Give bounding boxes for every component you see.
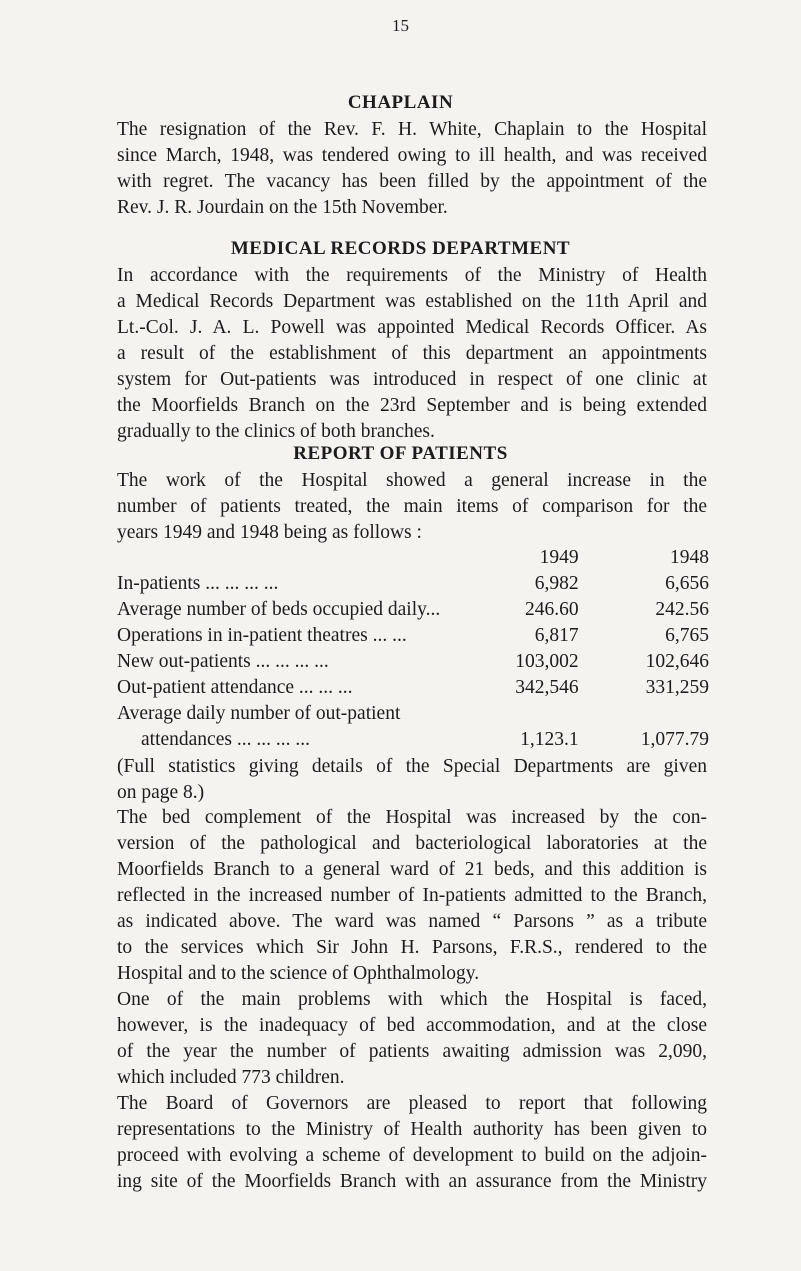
text-line: In accordance with the requirements of the Ministry of Health [117,265,707,286]
text-line: number of patients treated, the main items of comparison for the [117,496,707,517]
column-header-1949: 1949 [539,547,579,568]
row-label: Out-patient attendance ... ... ... [117,677,353,698]
text-line: Rev. J. R. Jourdain on the 15th November. [117,197,448,218]
row-label: New out-patients ... ... ... ... [117,651,329,672]
table-row [117,623,709,649]
text-line: however, is the inadequacy of bed accommodation, and at the close [117,1015,707,1036]
text-line: years 1949 and 1948 being as follows : [117,522,422,543]
text-line: The work of the Hospital showed a general increase in the [117,470,707,491]
value-1948: 242.56 [655,599,709,620]
text-line: gradually to the clinics of both branches. [117,421,435,442]
value-1949: 103,002 [515,651,579,672]
text-line: with regret. The vacancy has been filled by the appointment of the [117,171,707,192]
row-label: Average daily number of out-patient [117,703,401,724]
value-1949: 246.60 [525,599,579,620]
text-line: the Moorfields Branch on the 23rd September and is being extended [117,395,707,416]
text-line: The Board of Governors are pleased to report that following [117,1093,707,1114]
chaplain-paragraph [117,117,707,221]
table-row [117,649,709,675]
row-label: attendances ... ... ... ... [141,729,310,750]
table-row [117,571,709,597]
page-number: 15 [392,16,409,35]
text-line: which included 773 children. [117,1067,345,1088]
table-header-row [117,545,709,571]
value-1949: 6,817 [534,625,579,646]
text-line: Moorfields Branch to a general ward of 21 beds, and this addition is [117,859,707,880]
table-row [117,675,709,701]
text-line: The resignation of the Rev. F. H. White, Chaplain to the Hospital [117,119,707,140]
text-line: One of the main problems with which the Hospital is faced, [117,989,707,1010]
text-line: on page 8.) [117,782,205,803]
patient-statistics-table [117,545,709,753]
text-line: to the services which Sir John H. Parsons, F.R.S., rendered to the [117,937,707,958]
row-label: Average number of beds occupied daily... [117,599,441,620]
report-body-paragraph [117,805,707,1195]
text-line: reflected in the increased number of In-patients admitted to the Branch, [117,885,707,906]
value-1948: 1,077.79 [640,729,709,750]
text-line: as indicated above. The ward was named “ Parsons ” as a tribute [117,911,707,932]
text-line: of the year the number of patients awaiting admission was 2,090, [117,1041,707,1062]
table-row [117,701,709,727]
chaplain-heading: CHAPLAIN [347,92,454,113]
text-line: The bed complement of the Hospital was increased by the con- [117,807,707,828]
value-1948 [609,701,709,727]
text-line: (Full statistics giving details of the Special Departments are given [117,756,707,777]
text-line: Hospital and to the science of Ophthalmology. [117,963,480,984]
value-1948: 6,765 [665,625,709,646]
text-line: system for Out-patients was introduced in respect of one clinic at [117,369,707,390]
row-label: In-patients ... ... ... ... [117,573,279,594]
value-1949: 342,546 [515,677,579,698]
column-header-1948: 1948 [670,547,709,568]
value-1948: 331,259 [645,677,709,698]
report-intro-paragraph [117,468,707,546]
medical-records-heading: MEDICAL RECORDS DEPARTMENT [230,238,571,259]
value-1949: 1,123.1 [520,729,579,750]
text-line: since March, 1948, was tendered owing to ill health, and was received [117,145,707,166]
text-line: a result of the establishment of this department an appointments [117,343,707,364]
text-line: version of the pathological and bacteriological laboratories at the [117,833,707,854]
value-1948: 6,656 [665,573,709,594]
statistics-note-paragraph [117,754,707,806]
value-1949 [478,701,608,727]
text-line: Lt.-Col. J. A. L. Powell was appointed Medical Records Officer. As [117,317,707,338]
text-line: ing site of the Moorfields Branch with an assurance from the Ministry [117,1171,707,1192]
report-heading: REPORT OF PATIENTS [293,443,508,464]
text-line: proceed with evolving a scheme of development to build on the adjoin- [117,1145,707,1166]
text-line: a Medical Records Department was established on the 11th April and [117,291,707,312]
medical-records-paragraph [117,263,707,445]
table-row [117,597,709,623]
value-1948: 102,646 [645,651,709,672]
value-1949: 6,982 [534,573,579,594]
text-line: representations to the Ministry of Health authority has been given to [117,1119,707,1140]
row-label: Operations in in-patient theatres ... ... [117,625,407,646]
table-row [117,727,709,753]
